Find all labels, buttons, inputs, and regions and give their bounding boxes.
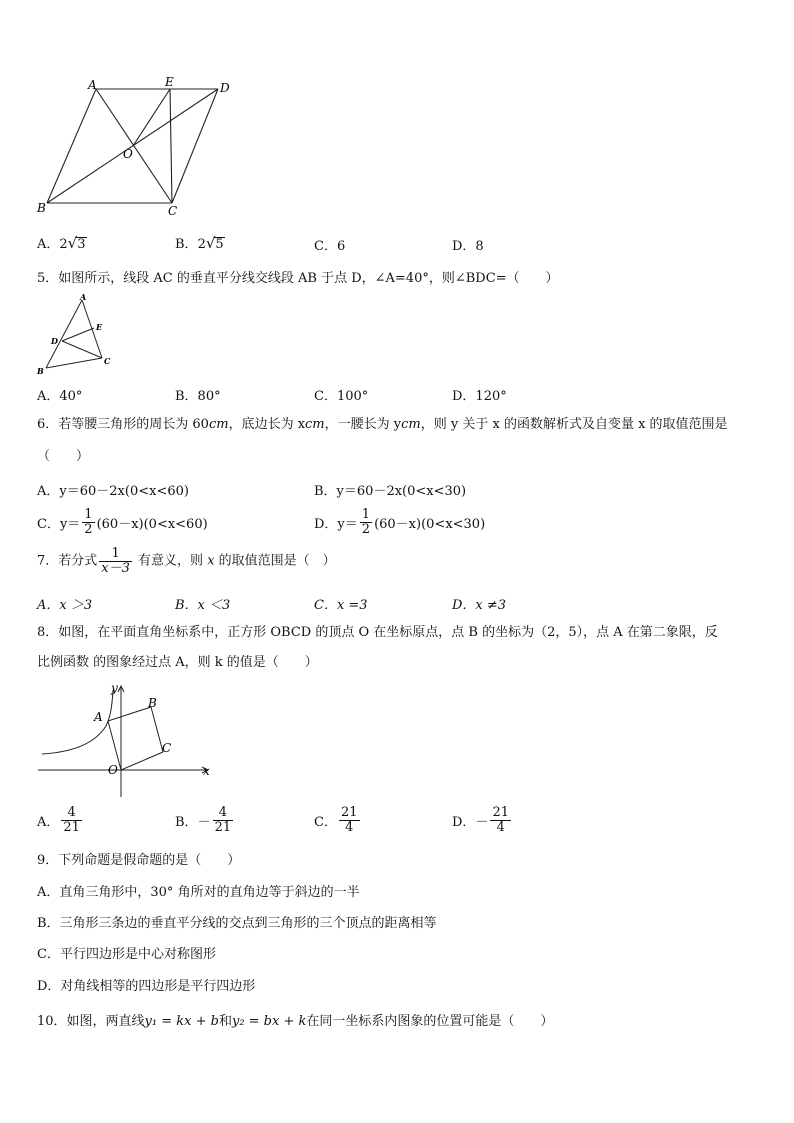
q5-option-b[interactable]: B．80° [175, 389, 221, 404]
q8-option-b[interactable] [175, 806, 235, 835]
figure-rhombus [30, 72, 240, 222]
q9-option-d[interactable]: D．对角线相等的四边形是平行四边形 [37, 979, 256, 994]
q9-option-a[interactable]: A．直角三角形中，30° 角所对的直角边等于斜边的一半 [37, 885, 360, 900]
q6-stem-part1: 6．若等腰三角形的周长为 60 [37, 417, 209, 432]
label-A: A [88, 78, 97, 92]
q6-option-d-post: (60－x)(0<x<30) [374, 517, 486, 532]
q5-option-a[interactable]: A．40° [37, 389, 83, 404]
q8-option-b-label: B． [175, 815, 198, 830]
q6-stem-part3: ，一腰长为 y [324, 417, 402, 432]
q6-stem-line1 [37, 417, 728, 433]
q6-option-c-post: (60－x)(0<x<60) [96, 517, 208, 532]
q8-option-d-label: D． [452, 815, 476, 830]
q4-option-a-radicand: 3 [77, 237, 86, 252]
q5-option-c[interactable]: C．100° [314, 389, 369, 404]
q8-option-d-fraction: $\frac{21}{4}$ [492, 805, 509, 835]
q6-unit-cm-2: cm [305, 417, 325, 432]
q5-label-A: A [80, 292, 87, 302]
q5-label-B: B [37, 366, 44, 376]
q10-equation-2: y₂ = bx + k [231, 1014, 307, 1029]
label-D: D [220, 81, 230, 95]
q6-option-a[interactable]: A．y＝60－2x(0<x<60) [37, 484, 189, 499]
q8-label-O: O [108, 763, 118, 777]
q10-stem-post: 在同一坐标系内图象的位置可能是（ ） [306, 1014, 554, 1029]
q9-option-c[interactable]: C．平行四边形是中心对称图形 [37, 947, 216, 962]
q4-option-a-label: A． [37, 237, 60, 252]
label-O: O [123, 147, 133, 161]
q4-option-a[interactable]: A．2√3 [37, 234, 86, 252]
q5-option-d[interactable]: D．120° [452, 389, 507, 404]
q4-option-b-coef: 2 [197, 237, 206, 252]
q7-stem-post: 的取值范围是（ ） [218, 553, 336, 569]
label-C: C [168, 204, 178, 218]
q8-option-d[interactable] [452, 806, 513, 835]
q10-stem [37, 1014, 553, 1030]
q7-option-d[interactable]: D．x ≠3 [452, 598, 507, 613]
q4-option-b-radicand: 5 [215, 237, 224, 252]
q8-label-y: y [111, 681, 118, 695]
q6-option-d[interactable] [314, 508, 485, 537]
q6-unit-cm-1: cm [208, 417, 229, 432]
q7-stem-mid: 有意义，则 [138, 553, 204, 569]
figure-coordinate-square [36, 680, 216, 802]
label-E: E [165, 75, 174, 89]
q6-option-d-fraction: $\frac{1}{2}$ [361, 507, 371, 537]
figure-triangle-q5 [32, 292, 122, 376]
q6-option-c[interactable] [37, 508, 208, 537]
q7-option-b[interactable]: B．x ＜3 [175, 598, 231, 613]
q5-label-D: D [51, 336, 58, 346]
q8-option-a[interactable] [37, 806, 84, 835]
q8-option-a-fraction: $\frac{4}{21}$ [63, 805, 80, 835]
q5-stem: 5．如图所示，线段 AC 的垂直平分线交线段 AB 于点 D，∠A=40°，则∠BDC=（ ） [37, 271, 559, 286]
q8-option-c-fraction: $\frac{21}{4}$ [340, 805, 358, 835]
q8-label-C: C [162, 741, 172, 755]
q6-unit-cm-3: cm [401, 417, 421, 432]
q9-option-b[interactable]: B．三角形三条边的垂直平分线的交点到三角形的三个顶点的距离相等 [37, 916, 437, 931]
q5-label-C: C [104, 356, 111, 366]
q8-label-B: B [148, 696, 157, 710]
q7-option-a[interactable]: A．x ＞3 [37, 598, 93, 613]
q7-fraction: $\frac{1}{x-3}$ [101, 546, 130, 576]
q6-option-b[interactable]: B．y＝60－2x(0<x<30) [314, 484, 467, 499]
q5-label-E: E [96, 322, 103, 332]
q6-stem-line2: （ ） [37, 449, 90, 464]
q4-option-a-coef: 2 [59, 237, 68, 252]
q8-label-x: x [203, 764, 210, 778]
q6-option-c-pre: C．y＝ [37, 517, 81, 532]
q6-option-c-fraction: $\frac{1}{2}$ [84, 507, 93, 537]
q4-option-d[interactable]: D．8 [452, 239, 484, 254]
q6-stem-part4: ，则 y 关于 x 的函数解析式及自变量 x 的取值范围是 [420, 417, 728, 432]
label-B: B [37, 201, 46, 215]
q8-option-b-fraction: $\frac{4}{21}$ [214, 805, 232, 835]
q9-stem: 9．下列命题是假命题的是（ ） [37, 853, 241, 868]
q7-stem [37, 547, 336, 576]
q10-stem-mid: 和 [218, 1014, 232, 1029]
q7-var-x: x [207, 553, 215, 569]
q6-option-d-pre: D．y＝ [314, 517, 358, 532]
q8-option-c-label: C． [314, 815, 337, 830]
q4-option-b-label: B． [175, 237, 198, 252]
q10-stem-pre: 10．如图，两直线 [37, 1014, 145, 1029]
q8-option-b-sign: － [197, 815, 211, 830]
q6-stem-part2: ，底边长为 x [228, 417, 306, 432]
q7-option-c[interactable]: C．x =3 [314, 598, 368, 613]
q8-stem-line2: 比例函数 的图象经过点 A，则 k 的值是（ ） [37, 655, 318, 670]
q8-label-A: A [94, 710, 103, 724]
q8-option-a-label: A． [37, 815, 60, 830]
q7-stem-pre: 7．若分式 [37, 553, 98, 569]
q8-option-d-sign: － [475, 815, 489, 830]
q8-stem-line1: 8．如图，在平面直角坐标系中，正方形 OBCD 的顶点 O 在坐标原点，点 B 的坐标为（2，5），点 A 在第二象限，反 [37, 625, 718, 640]
q8-option-c[interactable] [314, 806, 362, 835]
q10-equation-1: y₁ = kx + b [144, 1014, 219, 1029]
q4-option-b[interactable]: B．2√5 [175, 234, 224, 252]
q4-option-c[interactable]: C．6 [314, 239, 346, 254]
